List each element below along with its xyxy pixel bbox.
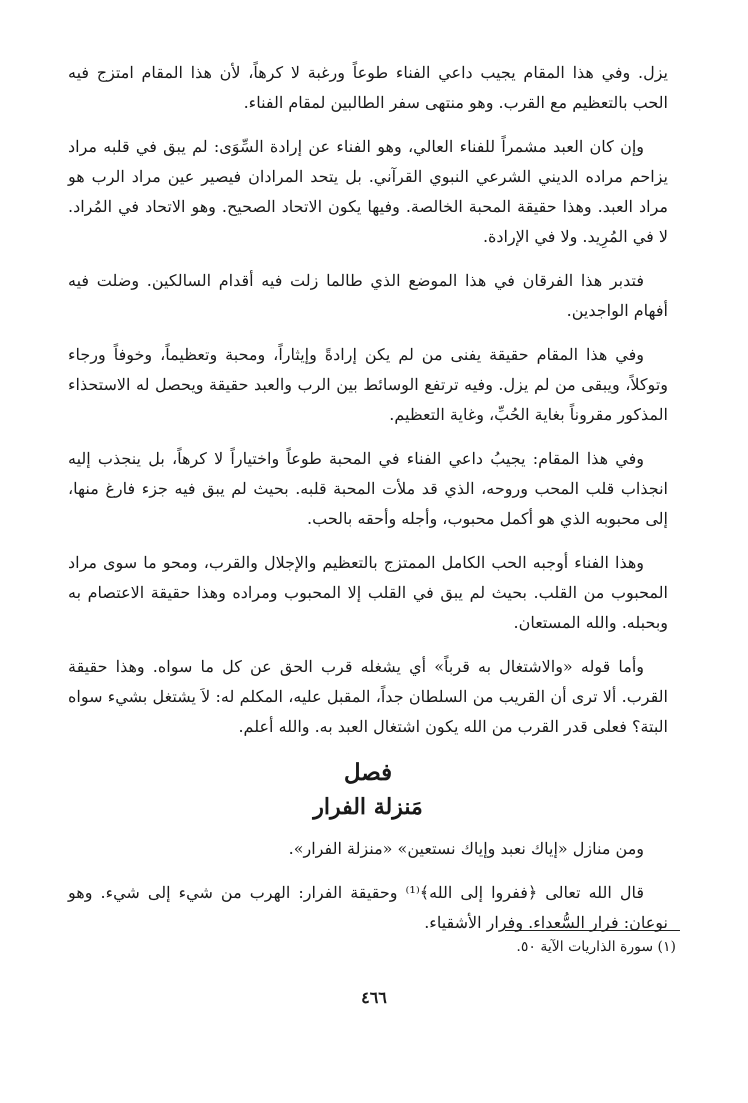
paragraph-5: وفي هذا المقام: يجيبُ داعي الفناء في المحبة طوعاً واختياراً لا كرهاً، بل ينجذب إليه انجذاب قلب المحب وروحه، الذي قد ملأت المحبة قلبه. بحيث لم يبق فيه جزء فارغ منها، إلى محبوبه الذي هو أكمل محبوب، وأجله وأحقه بالحب. [68, 449, 668, 528]
paragraph-3: فتدبر هذا الفرقان في هذا الموضع الذي طالما زلت فيه أقدام السالكين. وضلت فيه أفهام الواجدين. [68, 271, 668, 320]
footnote: (١) سورة الذاريات الآية ٥٠. [516, 939, 676, 955]
paragraph-1: يزل. وفي هذا المقام يجيب داعي الفناء طوعاً ورغبة لا كرهاً، لأن هذا المقام امتزج فيه الحب بالتعظيم مع القرب. وهو منتهى سفر الطالبين لمقام الفناء. [68, 63, 669, 112]
page-body [68, 58, 668, 952]
section-subtitle: مَنزلة الفرار [313, 794, 423, 820]
section-paragraph-2: قال الله تعالى ﴿ففروا إلى الله﴾⁽¹⁾ وحقيقة الفرار: الهرب من شيء إلى شيء. وهو نوعان: فرار السُّعداء. وفرار الأشقياء. [68, 883, 668, 932]
footnote-divider [505, 930, 680, 931]
section-title: فصل [343, 759, 393, 786]
paragraph-6: وهذا الفناء أوجبه الحب الكامل الممتزج بالتعظيم والإجلال والقرب، ومحو ما سوى مراد المحبوب من القلب. بحيث لم يبق في القلب إلا المحبوب ومراده وهذا حقيقة الاعتصام به وبحبله. والله المستعان. [68, 553, 668, 632]
paragraph-2: وإن كان العبد مشمراً للفناء العالي، وهو الفناء عن إرادة السِّوَى: لم يبق في قلبه مراد يزاحم مراده الديني الشرعي النبوي القرآني. بل يتحد المرادان فيصير عين مراد الرب هو مراد العبد. وهذا حقيقة المحبة الخالصة. وفيها يكون الاتحاد الصحيح. وهو الاتحاد في المُراد. لا في المُرِيد. ولا في الإرادة. [68, 137, 668, 246]
section-paragraph-1: ومن منازل «إياك نعبد وإياك نستعين» «منزلة الفرار». [288, 839, 644, 858]
page-number: ٤٦٦ [361, 988, 387, 1007]
paragraph-4: وفي هذا المقام حقيقة يفنى من لم يكن إرادةً وإيثاراً، ومحبة وتعظيماً، وخوفاً ورجاء وتوكلاً، ويبقى من لم يزل. وفيه ترتفع الوسائط بين الرب والعبد حقيقة ويحصل له الاستحذاء المذكور مقروناً بغاية الحُبِّ، وغاية التعظيم. [68, 345, 668, 424]
paragraph-7: وأما قوله «والاشتغال به قرباً» أي يشغله قرب الحق عن كل ما سواه. وهذا حقيقة القرب. ألا ترى أن القريب من السلطان جداً، المقبل عليه، المكلم له: لاَ يشتغل بشيء سواه البتة؟ فعلى قدر القرب من الله يكون اشتغال العبد به. والله أعلم. [68, 657, 668, 736]
